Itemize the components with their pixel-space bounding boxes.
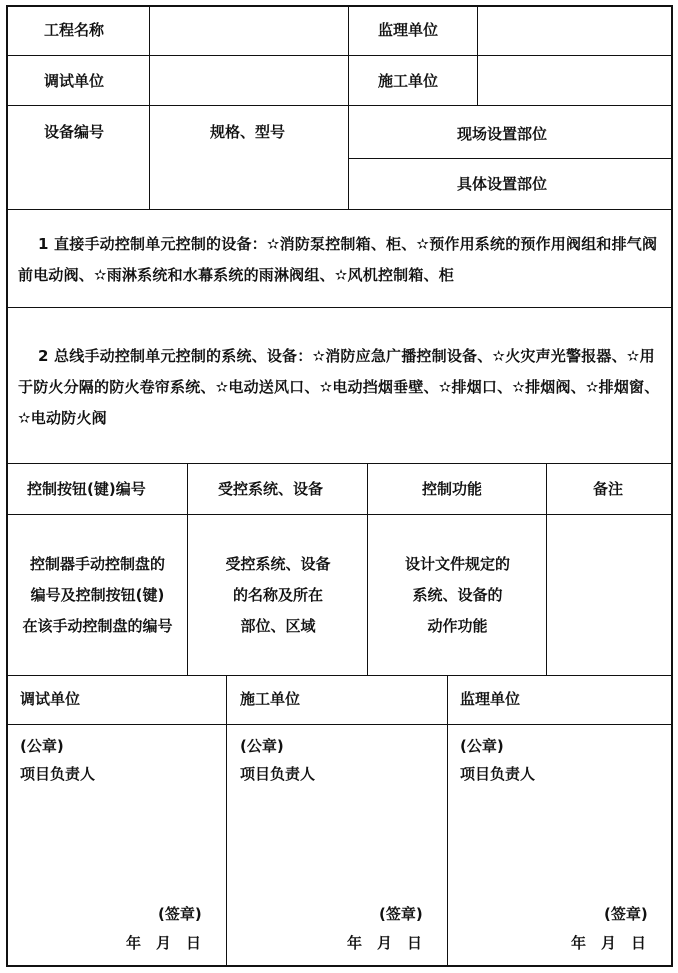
project-lead-label: 项目负责人: [20, 765, 96, 783]
specific-location-label: 具体设置部位: [457, 175, 548, 193]
seal-label: (公章): [20, 737, 64, 755]
row-divider: [6, 307, 673, 308]
date-label: 年 月 日: [126, 934, 202, 952]
col-divider: [226, 675, 227, 967]
desc-line: 受控系统、设备: [225, 555, 331, 573]
sign-debug-unit: 调试单位: [20, 690, 81, 708]
signature-label: (签章): [604, 905, 648, 923]
col-divider: [447, 675, 448, 967]
signature-label: (签章): [379, 905, 423, 923]
site-location-label: 现场设置部位: [457, 125, 548, 143]
project-lead-label: 项目负责人: [240, 765, 316, 783]
device-number-label: 设备编号: [44, 123, 105, 141]
control-header-system: 受控系统、设备: [218, 480, 324, 498]
col-divider: [477, 5, 478, 105]
seal-label: (公章): [240, 737, 284, 755]
section2-text: 2 总线手动控制单元控制的系统、设备：✫消防应急广播控制设备、✫火灾声光警报器、✫用于防火分隔的防火卷帘系统、✫电动送风口、✫电动挡烟垂壁、✫排烟口、✫排烟阀、✫排烟窗、✫电动防火阀: [18, 347, 660, 427]
seal-label: (公章): [460, 737, 504, 755]
control-header-remarks: 备注: [593, 480, 624, 498]
desc-line: 的名称及所在: [232, 586, 323, 604]
sign-construction-unit: 施工单位: [240, 690, 301, 708]
signature-label: (签章): [158, 905, 202, 923]
col-divider: [348, 5, 349, 209]
controlled-system-desc: [188, 549, 368, 642]
desc-line: 部位、区域: [240, 617, 316, 635]
debug-unit-label: 调试单位: [44, 72, 105, 90]
control-header-function: 控制功能: [422, 480, 483, 498]
row-divider: [6, 724, 673, 725]
row-divider: [6, 463, 673, 464]
date-label: 年 月 日: [571, 934, 647, 952]
row-divider: [348, 158, 673, 159]
spec-model-label: 规格、型号: [210, 123, 286, 141]
col-divider: [149, 5, 150, 209]
project-lead-label: 项目负责人: [460, 765, 536, 783]
row-divider: [6, 105, 673, 106]
control-header-button-no: 控制按钮(键)编号: [27, 480, 146, 498]
row-divider: [6, 55, 673, 56]
desc-line: 动作功能: [427, 617, 488, 635]
desc-line: 编号及控制按钮(键): [30, 586, 165, 604]
row-divider: [6, 209, 673, 210]
control-function-desc: [368, 549, 547, 642]
desc-line: 控制器手动控制盘的: [29, 555, 165, 573]
row-divider: [6, 675, 673, 676]
button-number-desc: [7, 549, 188, 642]
construction-unit-label: 施工单位: [378, 72, 439, 90]
desc-line: 设计文件规定的: [404, 555, 510, 573]
sign-supervisor-unit: 监理单位: [460, 690, 521, 708]
date-label: 年 月 日: [347, 934, 423, 952]
desc-line: 系统、设备的: [412, 586, 503, 604]
supervisor-label: 监理单位: [378, 21, 439, 39]
section1-text: 1 直接手动控制单元控制的设备：✫消防泵控制箱、柜、✫预作用系统的预作用阀组和排气阀前电动阀、✫雨淋系统和水幕系统的雨淋阀组、✫风机控制箱、柜: [18, 235, 658, 284]
row-divider: [6, 514, 673, 515]
desc-line: 在该手动控制盘的编号: [22, 617, 173, 635]
project-name-label: 工程名称: [44, 21, 105, 39]
